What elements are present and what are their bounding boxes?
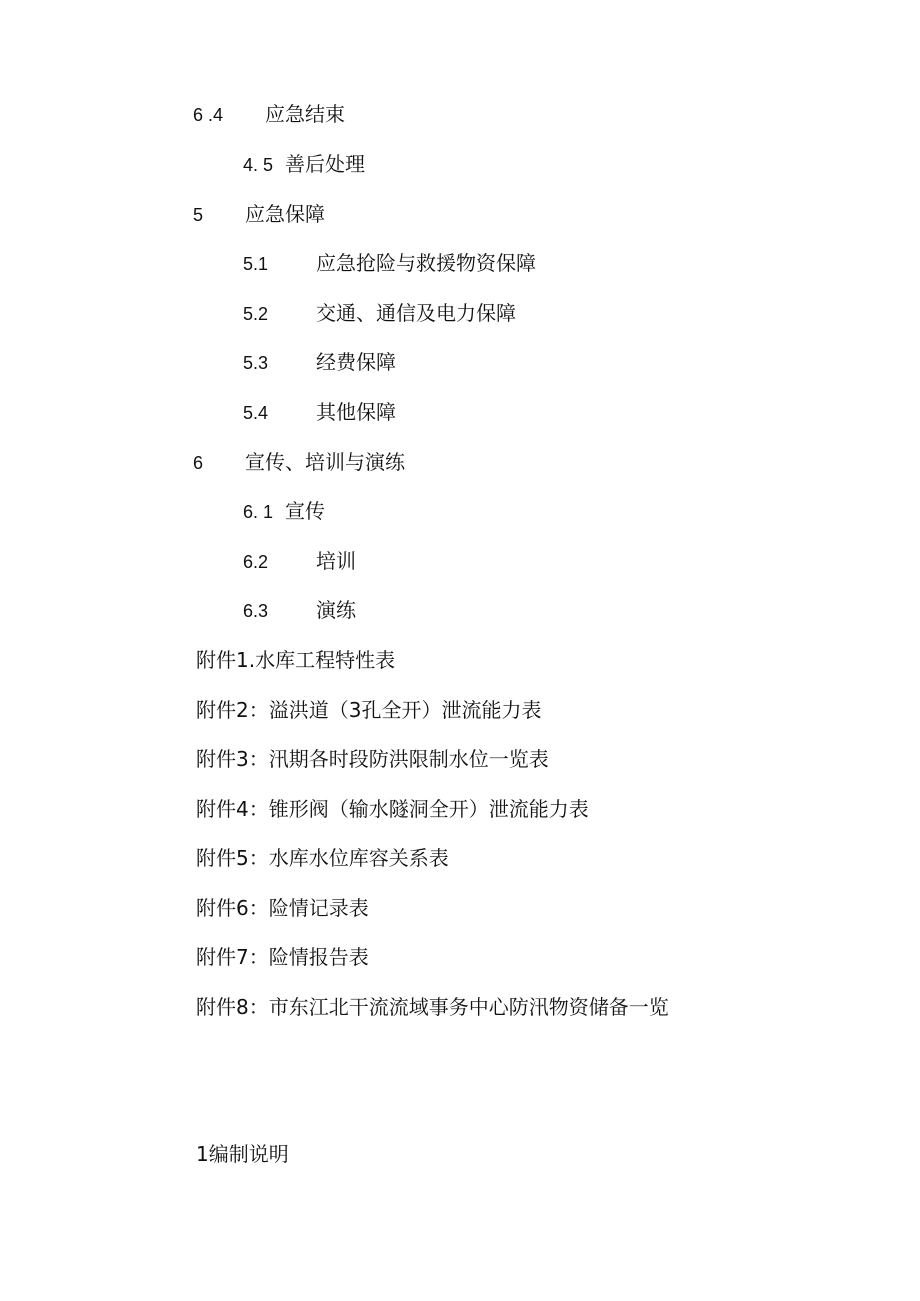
toc-text: 应急结束 [265,102,345,126]
toc-text: 应急保障 [245,202,325,226]
toc-entry-5-4 [243,399,396,426]
toc-entry-4-5 [243,151,365,178]
appendix-4: 附件4：锥形阀（输水隧洞全开）泄流能力表 [196,797,589,821]
toc-number: 5.2 [243,304,269,324]
toc-text: 善后处理 [285,152,365,176]
appendix-2: 附件2：溢洪道（3孔全开）泄流能力表 [196,698,542,722]
toc-entry-6-1 [243,498,325,525]
toc-entry-6-3 [243,597,356,624]
toc-entry-6-4 [193,101,345,128]
toc-text: 应急抢险与救援物资保障 [316,251,536,275]
toc-number: 6.2 [243,552,269,572]
toc-number: 6.3 [243,601,269,621]
toc-number: 5.1 [243,254,269,274]
toc-number: 6 .4 [193,105,224,125]
appendix-1: 附件1.水库工程特性表 [196,648,396,672]
appendix-5: 附件5：水库水位库容关系表 [196,846,449,870]
toc-text: 演练 [316,598,356,622]
toc-text: 交通、通信及电力保障 [316,301,516,325]
toc-entry-5-2 [243,300,516,327]
appendix-7: 附件7：险情报告表 [196,945,369,969]
toc-number: 5.4 [243,403,269,423]
toc-text: 培训 [316,549,356,573]
toc-text: 经费保障 [316,350,396,374]
toc-number: 6 [193,453,204,473]
appendix-6: 附件6：险情记录表 [196,896,369,920]
toc-entry-5-3 [243,349,396,376]
toc-number: 6. 1 [243,502,274,522]
toc-entry-6 [193,449,405,476]
toc-entry-5 [193,201,325,228]
toc-number: 5 [193,205,204,225]
toc-number: 4. 5 [243,155,274,175]
toc-text: 宣传 [285,499,325,523]
appendix-3: 附件3：汛期各时段防洪限制水位一览表 [196,747,549,771]
toc-entry-5-1 [243,250,536,277]
appendix-8: 附件8：市东江北干流流域事务中心防汛物资储备一览 [196,995,669,1019]
toc-number: 5.3 [243,353,269,373]
toc-entry-6-2 [243,548,356,575]
section-heading: 1编制说明 [196,1142,289,1166]
toc-text: 宣传、培训与演练 [245,450,405,474]
toc-text: 其他保障 [316,400,396,424]
